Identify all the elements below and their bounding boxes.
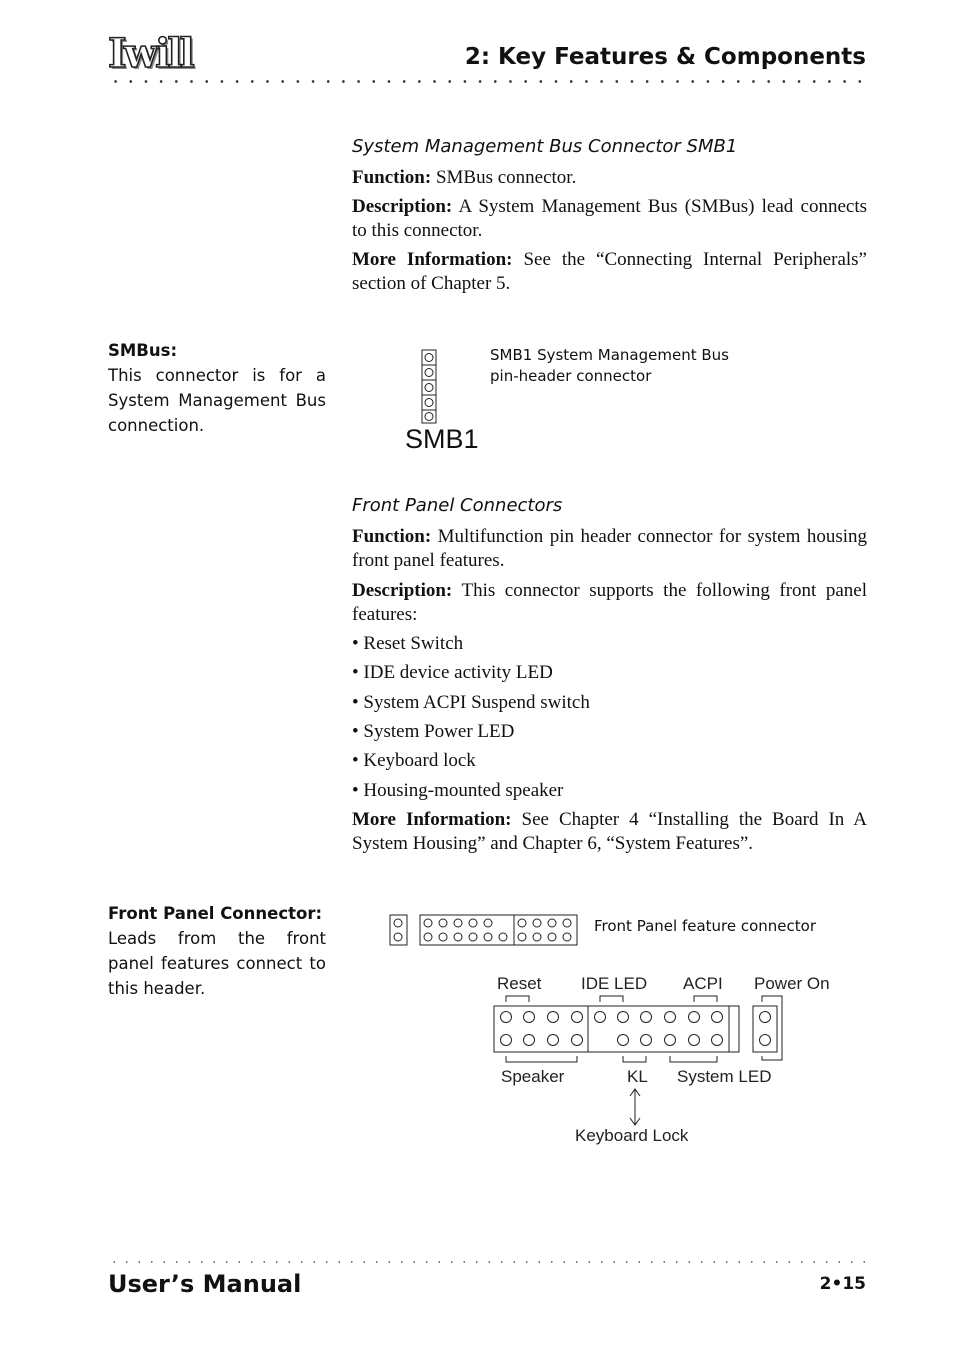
feature-item: • System Power LED xyxy=(352,721,515,742)
iwill-logo: Iwill xyxy=(108,30,192,77)
smb-more-info xyxy=(352,248,867,296)
smb1-pin-4 xyxy=(422,395,436,410)
smb-more-label: More Information: xyxy=(352,249,513,270)
page-number: 2•15 xyxy=(819,1274,866,1294)
smb1-label: SMB1 xyxy=(405,424,479,454)
acpi-label: ACPI xyxy=(683,974,723,993)
smb-description-label: Description: xyxy=(352,196,453,217)
front-panel-more-info xyxy=(352,808,867,856)
kl-label: KL xyxy=(627,1067,648,1086)
keyboard-lock-label: Keyboard Lock xyxy=(575,1126,689,1145)
chapter-title: 2: Key Features & Components xyxy=(464,44,866,70)
smb1-caption-line2: pin-header connector xyxy=(490,367,652,385)
system-led-bracket xyxy=(670,1056,717,1062)
header-divider xyxy=(108,80,868,83)
feature-item: • IDE device activity LED xyxy=(352,662,553,683)
smb-sidebar-text: This connector is for a System Management Bus connection. xyxy=(108,366,326,435)
kl-bracket xyxy=(623,1056,646,1062)
smb-function-label: Function: xyxy=(352,167,432,188)
smb-function xyxy=(352,166,867,190)
front-panel-caption: Front Panel feature connector xyxy=(594,917,817,935)
speaker-bracket xyxy=(506,1056,577,1062)
front-panel-more-text: See Chapter 4 “Installing the Board In A System Housing” and Chapter 6, “System Features”. xyxy=(352,809,867,854)
system-led-label: System LED xyxy=(677,1067,772,1086)
front-panel-description-text: This connector supports the following front panel features: xyxy=(352,580,867,625)
ide-led-label: IDE LED xyxy=(581,974,648,993)
smb-sidebar-title: SMBus: xyxy=(108,341,178,360)
footer-manual-title: User’s Manual xyxy=(108,1270,302,1298)
front-panel-sidebar-note xyxy=(108,901,326,1001)
smb-sidebar-note xyxy=(108,338,326,438)
front-panel-header-small-diagram xyxy=(388,912,580,948)
front-panel-function-label: Function: xyxy=(352,526,432,547)
ide-led-bracket xyxy=(600,996,623,1002)
front-panel-heading: Front Panel Connectors xyxy=(352,495,563,516)
smb-description xyxy=(352,195,867,243)
front-panel-function xyxy=(352,525,867,573)
footer-divider xyxy=(108,1261,868,1263)
speaker-label: Speaker xyxy=(501,1067,565,1086)
front-panel-function-text: Multifunction pin header connector for system housing front panel features. xyxy=(352,526,867,571)
smb1-caption xyxy=(490,345,729,387)
front-panel-description-label: Description: xyxy=(352,580,453,601)
feature-item: • Reset Switch xyxy=(352,633,464,654)
smb-more-text: See the “Connecting Internal Peripherals” section of Chapter 5. xyxy=(352,249,867,294)
front-panel-sidebar-title: Front Panel Connector: xyxy=(108,904,323,923)
front-panel-sidebar-text: Leads from the front panel features connect to this header. xyxy=(108,929,326,998)
front-panel-description xyxy=(352,579,867,627)
smb-section xyxy=(352,135,867,296)
front-panel-more-label: More Information: xyxy=(352,809,512,830)
smb-description-text: A System Management Bus (SMBus) lead connects to this connector. xyxy=(352,196,867,241)
power-on-label: Power On xyxy=(754,974,830,993)
feature-item: • System ACPI Suspend switch xyxy=(352,692,590,713)
smb1-pin-3 xyxy=(422,380,436,395)
smb1-pin-1 xyxy=(422,350,436,365)
smb1-caption-line1: SMB1 System Management Bus xyxy=(490,346,729,364)
smb1-pin-2 xyxy=(422,365,436,380)
reset-label: Reset xyxy=(497,974,542,993)
front-panel-section xyxy=(352,494,867,856)
smb-heading: System Management Bus Connector SMB1 xyxy=(352,136,738,157)
smb1-pin-5 xyxy=(422,410,436,423)
front-panel-pinout-diagram xyxy=(490,968,850,1148)
acpi-bracket xyxy=(694,996,717,1002)
smb1-pin-header-diagram xyxy=(418,346,442,426)
feature-item: • Keyboard lock xyxy=(352,750,476,771)
reset-bracket xyxy=(506,996,529,1002)
smb-function-text: SMBus connector. xyxy=(431,167,577,188)
feature-item: • Housing-mounted speaker xyxy=(352,780,564,801)
